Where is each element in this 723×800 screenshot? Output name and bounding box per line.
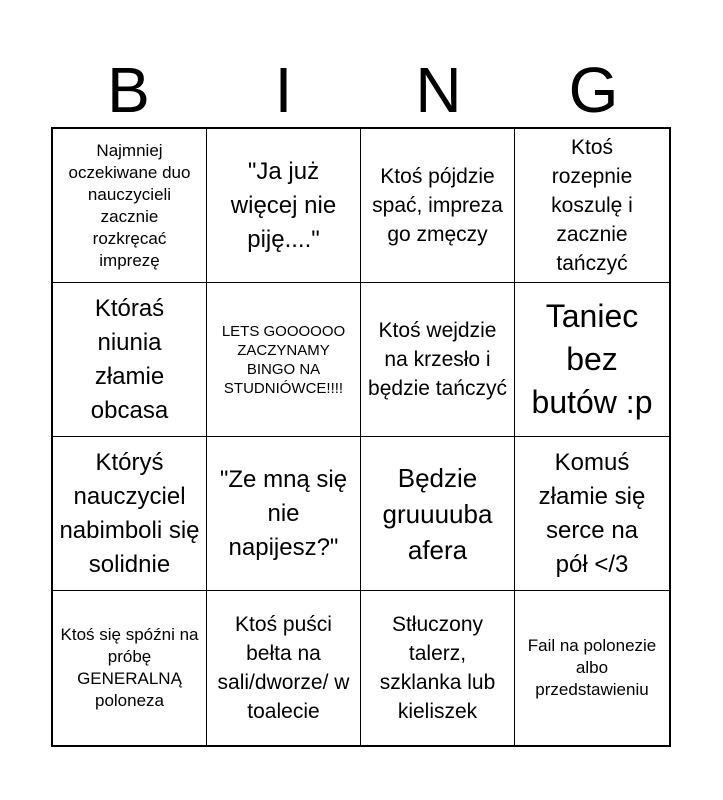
header-letter-i: I: [274, 54, 293, 126]
cell-text: Stłuczony talerz, szklanka lub kieliszek: [379, 613, 496, 723]
bingo-cell-r1c1[interactable]: [53, 129, 207, 283]
bingo-cell-r4c3[interactable]: [361, 591, 515, 745]
bingo-cell-r4c1[interactable]: [53, 591, 207, 745]
bingo-board: [51, 127, 671, 747]
bingo-cell-r3c2[interactable]: [207, 437, 361, 591]
bingo-cell-r1c4[interactable]: [515, 129, 669, 283]
bingo-header: [51, 52, 671, 128]
cell-text: Któryś nauczyciel nabimboli się solidnie: [59, 448, 200, 578]
cell-text: Komuś złamie się serce na pół </3: [538, 448, 646, 578]
cell-text: Ktoś pójdzie spać, impreza go zmęczy: [372, 165, 503, 246]
cell-text: Ktoś rozepnie koszulę i zacznie tańczyć: [551, 136, 633, 275]
cell-text: LETS GOOOOOO ZACZYNAMY BINGO NA STUDNIÓWCE!!!!: [221, 322, 346, 397]
bingo-cell-r3c1[interactable]: [53, 437, 207, 591]
header-letter-b: B: [107, 54, 150, 126]
bingo-cell-r1c3[interactable]: [361, 129, 515, 283]
cell-text: Będzie gruuuuba afera: [382, 462, 493, 565]
cell-text: Ktoś się spóźni na próbę GENERALNĄ poloneza: [60, 625, 199, 710]
bingo-cell-r4c2[interactable]: [207, 591, 361, 745]
cell-text: Najmniej oczekiwane duo nauczycieli zacznie rozkręcać imprezę: [68, 140, 191, 270]
bingo-cell-r2c1[interactable]: [53, 283, 207, 437]
cell-text: Fail na polonezie albo przedstawieniu: [527, 636, 657, 699]
bingo-cell-r2c3[interactable]: [361, 283, 515, 437]
bingo-cell-r2c2[interactable]: [207, 283, 361, 437]
bingo-cell-r4c4[interactable]: [515, 591, 669, 745]
header-letter-n: N: [415, 54, 462, 126]
cell-text: "Ja już więcej nie piję....": [230, 157, 337, 253]
bingo-cell-r3c3[interactable]: [361, 437, 515, 591]
cell-text: "Ze mną się nie napijesz?": [219, 465, 348, 561]
bingo-cell-r2c4[interactable]: [515, 283, 669, 437]
bingo-cell-r1c2[interactable]: [207, 129, 361, 283]
cell-text: Któraś niunia złamie obcasa: [90, 294, 169, 424]
cell-text: Ktoś wejdzie na krzesło i będzie tańczyć: [368, 319, 507, 400]
cell-text: Ktoś puści bełta na sali/dworze/ w toalecie: [217, 613, 350, 723]
header-letter-g: G: [568, 54, 619, 126]
cell-text: Taniec bez butów :p: [531, 298, 653, 420]
bingo-cell-r3c4[interactable]: [515, 437, 669, 591]
